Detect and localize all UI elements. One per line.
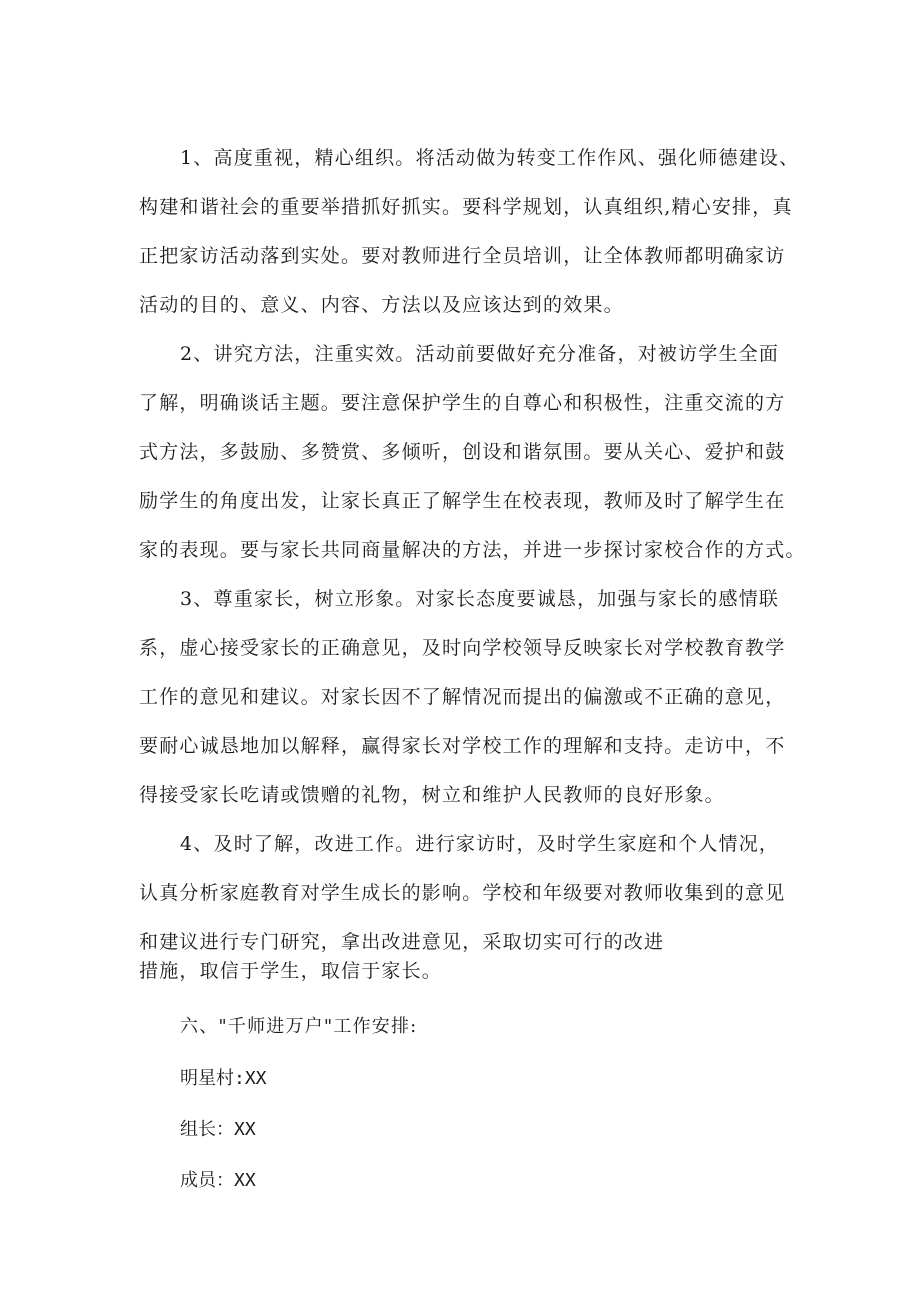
paragraph-4-line-1: 4、及时了解，改进工作。进行家访时，及时学生家庭和个人情况， bbox=[180, 833, 780, 855]
leader-line: 组长：XX bbox=[180, 1119, 256, 1140]
paragraph-2-line-2: 了解，明确谈话主题。要注意保护学生的自尊心和积极性，注重交流的方 bbox=[139, 392, 786, 414]
paragraph-3-line-4: 要耐心诚恳地加以解释，赢得家长对学校工作的理解和支持。走访中，不 bbox=[139, 735, 786, 757]
members-line: 成员：XX bbox=[180, 1170, 256, 1191]
paragraph-1-line-1: 1、高度重视，精心组织。将活动做为转变工作作风、强化师德建设、 bbox=[180, 147, 800, 169]
paragraph-3-line-5: 得接受家长吃请或馈赠的礼物，树立和维护人民教师的良好形象。 bbox=[139, 784, 725, 806]
paragraph-2-line-5: 家的表现。要与家长共同商量解决的方法，并进一步探讨家校合作的方式。 bbox=[139, 539, 806, 561]
paragraph-1-line-4: 活动的目的、意义、内容、方法以及应该达到的效果。 bbox=[139, 294, 624, 316]
paragraph-2-line-3: 式方法，多鼓励、多赞赏、多倾听，创设和谐氛围。要从关心、爱护和鼓 bbox=[139, 441, 786, 463]
paragraph-4-line-3: 和建议进行专门研究，拿出改进意见，采取切实可行的改进 bbox=[139, 931, 665, 953]
paragraph-3-line-2: 系，虚心接受家长的正确意见，及时向学校领导反映家长对学校教育教学 bbox=[139, 637, 786, 659]
paragraph-2-line-1: 2、讲究方法，注重实效。活动前要做好充分准备，对被访学生全面 bbox=[180, 343, 780, 365]
paragraph-3-line-1: 3、尊重家长，树立形象。对家长态度要诚恳，加强与家长的感情联 bbox=[180, 588, 780, 610]
arrangement-heading: 六、"千师进万户"工作安排: bbox=[180, 1016, 418, 1037]
paragraph-3-line-3: 工作的意见和建议。对家长因不了解情况而提出的偏激或不正确的意见， bbox=[139, 686, 786, 708]
paragraph-2-line-4: 励学生的角度出发，让家长真正了解学生在校表现，教师及时了解学生在 bbox=[139, 490, 786, 512]
paragraph-4-line-2: 认真分析家庭教育对学生成长的影响。学校和年级要对教师收集到的意见 bbox=[139, 882, 786, 904]
paragraph-1-line-2: 构建和谐社会的重要举措抓好抓实。要科学规划，认真组织,精心安排，真 bbox=[139, 196, 793, 218]
paragraph-1-line-3: 正把家访活动落到实处。要对教师进行全员培训，让全体教师都明确家访 bbox=[139, 245, 786, 267]
paragraph-4-line-4: 措施，取信于学生，取信于家长。 bbox=[139, 960, 443, 982]
village-line: 明星村:XX bbox=[180, 1068, 267, 1089]
